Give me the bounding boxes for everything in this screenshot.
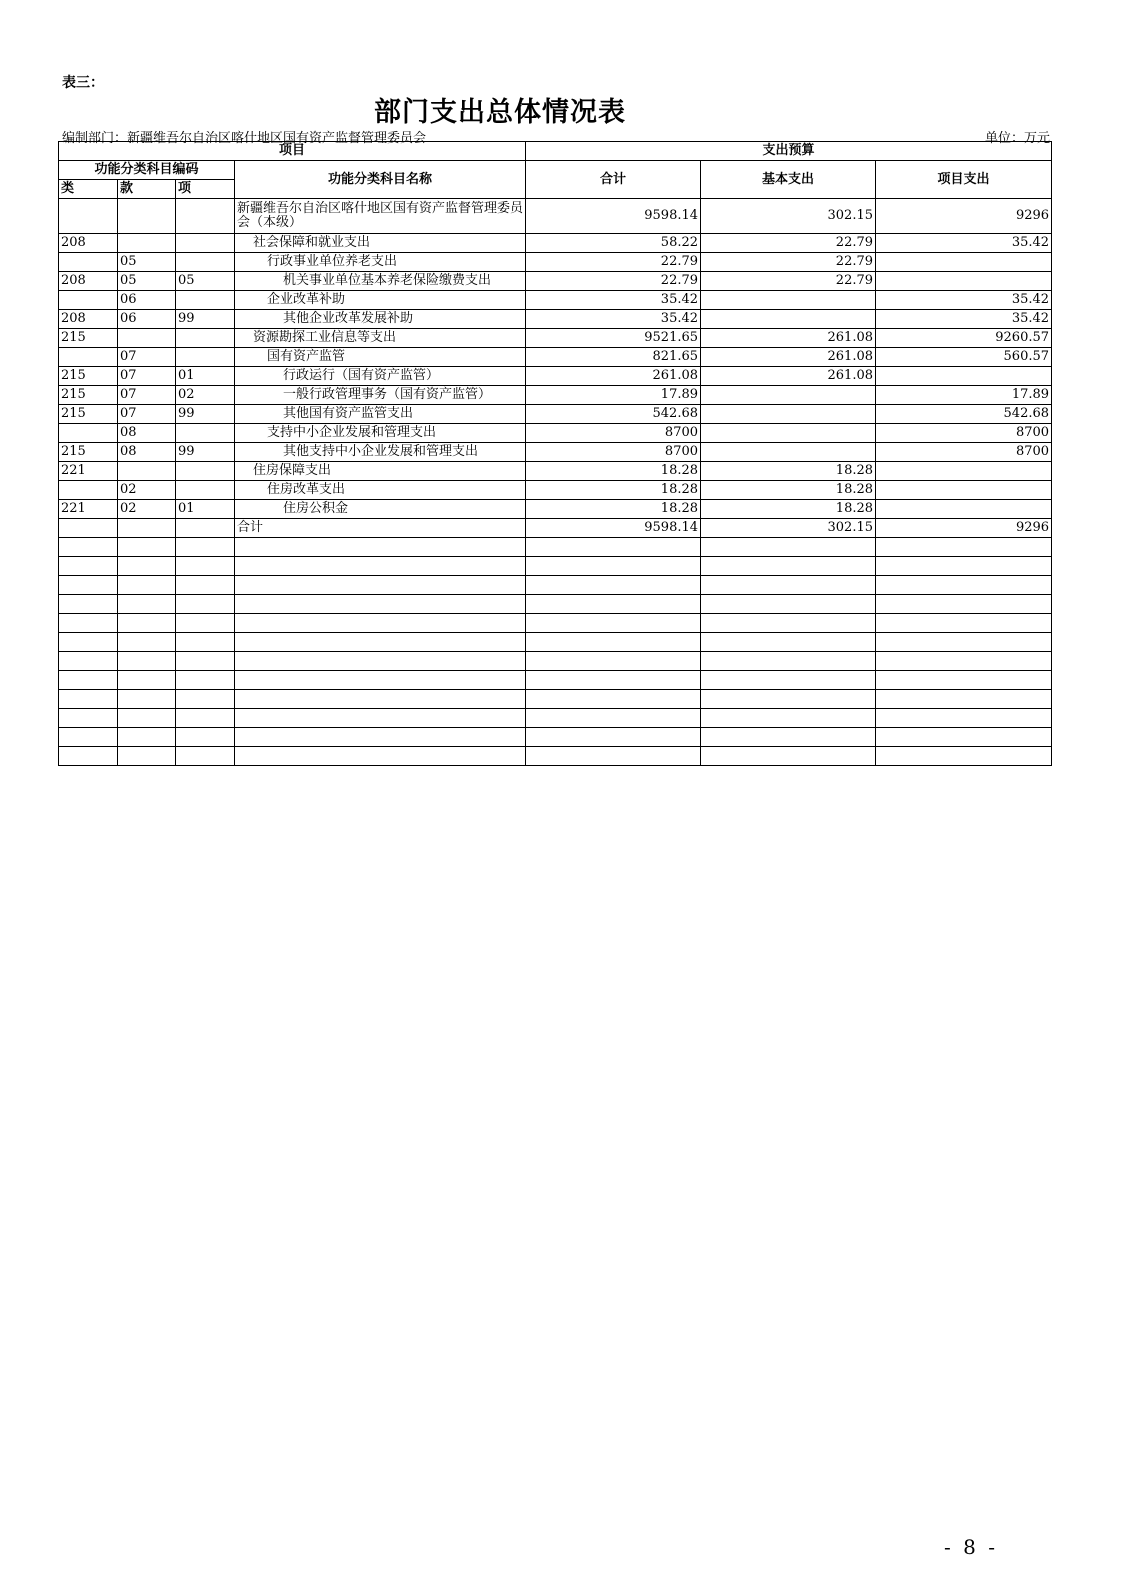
table-row <box>59 310 1052 329</box>
header-project: 项目 <box>59 142 526 161</box>
total-cell: 22.79 <box>526 253 701 272</box>
table-row <box>59 500 1052 519</box>
basic-expense-cell: 302.15 <box>701 199 876 234</box>
code-kuan-cell: 07 <box>118 386 176 405</box>
item-name-cell: 支持中小企业发展和管理支出 <box>235 424 526 443</box>
project-expense-cell: 9296 <box>876 199 1052 234</box>
empty-cell <box>176 595 235 614</box>
basic-expense-cell <box>701 310 876 329</box>
item-name-cell: 社会保障和就业支出 <box>235 234 526 253</box>
table-row <box>59 272 1052 291</box>
code-lei-cell: 208 <box>59 234 118 253</box>
empty-cell <box>526 595 701 614</box>
empty-row <box>59 614 1052 633</box>
code-xiang-cell <box>176 462 235 481</box>
empty-cell <box>118 538 176 557</box>
basic-expense-cell: 18.28 <box>701 462 876 481</box>
empty-cell <box>59 595 118 614</box>
project-expense-cell: 9260.57 <box>876 329 1052 348</box>
total-cell: 821.65 <box>526 348 701 367</box>
empty-cell <box>176 614 235 633</box>
empty-cell <box>59 614 118 633</box>
empty-cell <box>118 671 176 690</box>
project-expense-cell: 8700 <box>876 424 1052 443</box>
code-xiang-cell <box>176 481 235 500</box>
empty-row <box>59 728 1052 747</box>
empty-cell <box>701 633 876 652</box>
item-name-cell: 行政运行（国有资产监管） <box>235 367 526 386</box>
header-code-group: 功能分类科目编码 <box>59 161 235 180</box>
code-xiang-cell <box>176 234 235 253</box>
empty-cell <box>701 747 876 766</box>
header-budget: 支出预算 <box>526 142 1052 161</box>
table-row <box>59 386 1052 405</box>
empty-cell <box>526 728 701 747</box>
code-lei-cell <box>59 253 118 272</box>
empty-cell <box>59 652 118 671</box>
page-number: - 8 - <box>944 1535 998 1559</box>
empty-row <box>59 747 1052 766</box>
table-row <box>59 199 1052 234</box>
code-kuan-cell <box>118 519 176 538</box>
table-row <box>59 443 1052 462</box>
empty-row <box>59 652 1052 671</box>
total-cell: 35.42 <box>526 310 701 329</box>
code-kuan-cell <box>118 329 176 348</box>
empty-cell <box>235 671 526 690</box>
empty-cell <box>876 709 1052 728</box>
code-kuan-cell <box>118 199 176 234</box>
project-expense-cell: 9296 <box>876 519 1052 538</box>
basic-expense-cell: 261.08 <box>701 348 876 367</box>
header-row-1 <box>59 142 1052 161</box>
expenditure-table <box>58 141 1052 766</box>
empty-cell <box>235 557 526 576</box>
code-lei-cell: 215 <box>59 443 118 462</box>
empty-cell <box>876 614 1052 633</box>
empty-cell <box>701 538 876 557</box>
compiling-department: 编制部门：新疆维吾尔自治区喀什地区国有资产监督管理委员会 <box>62 131 427 146</box>
code-xiang-cell <box>176 199 235 234</box>
code-lei-cell: 215 <box>59 329 118 348</box>
empty-cell <box>235 576 526 595</box>
empty-cell <box>235 728 526 747</box>
empty-cell <box>526 538 701 557</box>
code-xiang-cell: 02 <box>176 386 235 405</box>
empty-cell <box>118 614 176 633</box>
code-xiang-cell <box>176 291 235 310</box>
table-row <box>59 291 1052 310</box>
empty-cell <box>176 538 235 557</box>
empty-cell <box>176 652 235 671</box>
empty-cell <box>526 652 701 671</box>
total-cell: 8700 <box>526 424 701 443</box>
total-cell: 22.79 <box>526 272 701 291</box>
empty-cell <box>176 557 235 576</box>
empty-row <box>59 557 1052 576</box>
code-kuan-cell: 07 <box>118 348 176 367</box>
empty-cell <box>118 709 176 728</box>
empty-row <box>59 576 1052 595</box>
empty-cell <box>876 747 1052 766</box>
code-lei-cell: 215 <box>59 367 118 386</box>
code-xiang-cell <box>176 253 235 272</box>
total-cell: 9598.14 <box>526 199 701 234</box>
code-xiang-cell <box>176 519 235 538</box>
code-kuan-cell: 05 <box>118 272 176 291</box>
table-row <box>59 329 1052 348</box>
empty-cell <box>118 633 176 652</box>
empty-cell <box>235 595 526 614</box>
total-cell: 35.42 <box>526 291 701 310</box>
code-xiang-cell <box>176 329 235 348</box>
table-row <box>59 519 1052 538</box>
code-lei-cell: 221 <box>59 462 118 481</box>
code-xiang-cell: 99 <box>176 310 235 329</box>
code-xiang-cell: 99 <box>176 443 235 462</box>
total-cell: 18.28 <box>526 462 701 481</box>
code-kuan-cell: 08 <box>118 443 176 462</box>
empty-cell <box>118 595 176 614</box>
header-kuan: 款 <box>118 180 176 199</box>
project-expense-cell: 560.57 <box>876 348 1052 367</box>
item-name-cell: 新疆维吾尔自治区喀什地区国有资产监督管理委员会（本级） <box>235 199 526 234</box>
header-basic: 基本支出 <box>701 161 876 199</box>
basic-expense-cell <box>701 405 876 424</box>
empty-cell <box>59 633 118 652</box>
item-name-cell: 其他国有资产监管支出 <box>235 405 526 424</box>
empty-cell <box>176 728 235 747</box>
empty-cell <box>876 633 1052 652</box>
empty-cell <box>59 709 118 728</box>
empty-row <box>59 538 1052 557</box>
empty-cell <box>876 652 1052 671</box>
empty-cell <box>701 595 876 614</box>
code-lei-cell: 215 <box>59 405 118 424</box>
project-expense-cell <box>876 462 1052 481</box>
code-xiang-cell <box>176 348 235 367</box>
basic-expense-cell <box>701 291 876 310</box>
empty-cell <box>876 576 1052 595</box>
item-name-cell: 一般行政管理事务（国有资产监管） <box>235 386 526 405</box>
item-name-cell: 其他支持中小企业发展和管理支出 <box>235 443 526 462</box>
header-total: 合计 <box>526 161 701 199</box>
empty-cell <box>876 538 1052 557</box>
code-kuan-cell: 06 <box>118 291 176 310</box>
table-row <box>59 481 1052 500</box>
basic-expense-cell: 302.15 <box>701 519 876 538</box>
total-cell: 17.89 <box>526 386 701 405</box>
total-cell: 9598.14 <box>526 519 701 538</box>
basic-expense-cell: 22.79 <box>701 234 876 253</box>
empty-cell <box>235 614 526 633</box>
empty-cell <box>701 557 876 576</box>
total-cell: 261.08 <box>526 367 701 386</box>
empty-cell <box>701 690 876 709</box>
project-expense-cell: 35.42 <box>876 291 1052 310</box>
header-xiang: 项 <box>176 180 235 199</box>
empty-cell <box>176 671 235 690</box>
item-name-cell: 合计 <box>235 519 526 538</box>
project-expense-cell <box>876 500 1052 519</box>
item-name-cell: 国有资产监管 <box>235 348 526 367</box>
empty-cell <box>526 690 701 709</box>
empty-cell <box>701 614 876 633</box>
empty-row <box>59 595 1052 614</box>
project-expense-cell <box>876 253 1052 272</box>
empty-cell <box>235 633 526 652</box>
code-lei-cell: 221 <box>59 500 118 519</box>
code-kuan-cell: 07 <box>118 405 176 424</box>
header-name: 功能分类科目名称 <box>235 161 526 199</box>
code-xiang-cell <box>176 424 235 443</box>
basic-expense-cell <box>701 386 876 405</box>
total-cell: 8700 <box>526 443 701 462</box>
code-lei-cell: 208 <box>59 272 118 291</box>
empty-cell <box>701 709 876 728</box>
empty-cell <box>176 633 235 652</box>
basic-expense-cell: 18.28 <box>701 500 876 519</box>
code-lei-cell <box>59 424 118 443</box>
code-lei-cell <box>59 291 118 310</box>
item-name-cell: 住房改革支出 <box>235 481 526 500</box>
empty-cell <box>526 557 701 576</box>
empty-cell <box>526 747 701 766</box>
header-lei: 类 <box>59 180 118 199</box>
empty-row <box>59 671 1052 690</box>
header-project-expense: 项目支出 <box>876 161 1052 199</box>
empty-cell <box>176 709 235 728</box>
empty-cell <box>59 690 118 709</box>
empty-cell <box>59 747 118 766</box>
project-expense-cell <box>876 272 1052 291</box>
empty-row <box>59 633 1052 652</box>
project-expense-cell: 35.42 <box>876 234 1052 253</box>
empty-cell <box>701 671 876 690</box>
basic-expense-cell <box>701 443 876 462</box>
header-row-2 <box>59 161 1052 180</box>
project-expense-cell: 542.68 <box>876 405 1052 424</box>
basic-expense-cell: 18.28 <box>701 481 876 500</box>
empty-cell <box>59 671 118 690</box>
code-kuan-cell: 07 <box>118 367 176 386</box>
table-row <box>59 462 1052 481</box>
code-lei-cell <box>59 481 118 500</box>
empty-cell <box>118 747 176 766</box>
code-xiang-cell: 05 <box>176 272 235 291</box>
project-expense-cell <box>876 481 1052 500</box>
code-kuan-cell: 06 <box>118 310 176 329</box>
empty-cell <box>526 576 701 595</box>
code-xiang-cell: 99 <box>176 405 235 424</box>
item-name-cell: 其他企业改革发展补助 <box>235 310 526 329</box>
empty-cell <box>876 671 1052 690</box>
empty-cell <box>118 690 176 709</box>
code-kuan-cell: 02 <box>118 481 176 500</box>
table-row <box>59 367 1052 386</box>
empty-cell <box>118 728 176 747</box>
project-expense-cell <box>876 367 1052 386</box>
empty-row <box>59 690 1052 709</box>
empty-cell <box>526 614 701 633</box>
page-title: 部门支出总体情况表 <box>374 97 626 128</box>
code-kuan-cell <box>118 234 176 253</box>
empty-cell <box>876 690 1052 709</box>
empty-cell <box>701 576 876 595</box>
table-row <box>59 405 1052 424</box>
basic-expense-cell: 22.79 <box>701 253 876 272</box>
empty-cell <box>118 576 176 595</box>
empty-cell <box>876 728 1052 747</box>
code-kuan-cell <box>118 462 176 481</box>
item-name-cell: 机关事业单位基本养老保险缴费支出 <box>235 272 526 291</box>
table-row <box>59 234 1052 253</box>
basic-expense-cell <box>701 424 876 443</box>
code-lei-cell: 215 <box>59 386 118 405</box>
item-name-cell: 住房保障支出 <box>235 462 526 481</box>
project-expense-cell: 35.42 <box>876 310 1052 329</box>
table-label: 表三： <box>62 75 104 91</box>
empty-cell <box>59 557 118 576</box>
total-cell: 58.22 <box>526 234 701 253</box>
empty-cell <box>235 652 526 671</box>
item-name-cell: 资源勘探工业信息等支出 <box>235 329 526 348</box>
empty-cell <box>701 652 876 671</box>
code-lei-cell <box>59 348 118 367</box>
empty-cell <box>118 557 176 576</box>
table-row <box>59 348 1052 367</box>
code-lei-cell <box>59 519 118 538</box>
empty-cell <box>876 595 1052 614</box>
project-expense-cell: 17.89 <box>876 386 1052 405</box>
empty-cell <box>59 728 118 747</box>
basic-expense-cell: 22.79 <box>701 272 876 291</box>
empty-cell <box>118 652 176 671</box>
empty-cell <box>876 557 1052 576</box>
code-xiang-cell: 01 <box>176 500 235 519</box>
empty-cell <box>526 709 701 728</box>
unit-label: 单位：万元 <box>984 131 1050 146</box>
empty-row <box>59 709 1052 728</box>
project-expense-cell: 8700 <box>876 443 1052 462</box>
code-kuan-cell: 05 <box>118 253 176 272</box>
empty-cell <box>59 576 118 595</box>
empty-cell <box>235 538 526 557</box>
code-lei-cell <box>59 199 118 234</box>
empty-cell <box>526 633 701 652</box>
item-name-cell: 企业改革补助 <box>235 291 526 310</box>
empty-cell <box>701 728 876 747</box>
empty-cell <box>176 747 235 766</box>
empty-cell <box>176 690 235 709</box>
total-cell: 18.28 <box>526 481 701 500</box>
empty-cell <box>526 671 701 690</box>
code-lei-cell: 208 <box>59 310 118 329</box>
table-row <box>59 424 1052 443</box>
item-name-cell: 行政事业单位养老支出 <box>235 253 526 272</box>
basic-expense-cell: 261.08 <box>701 367 876 386</box>
total-cell: 542.68 <box>526 405 701 424</box>
empty-cell <box>59 538 118 557</box>
total-cell: 9521.65 <box>526 329 701 348</box>
item-name-cell: 住房公积金 <box>235 500 526 519</box>
empty-cell <box>235 690 526 709</box>
table-row <box>59 253 1052 272</box>
code-kuan-cell: 02 <box>118 500 176 519</box>
code-xiang-cell: 01 <box>176 367 235 386</box>
empty-cell <box>235 747 526 766</box>
empty-cell <box>176 576 235 595</box>
code-kuan-cell: 08 <box>118 424 176 443</box>
basic-expense-cell: 261.08 <box>701 329 876 348</box>
empty-cell <box>235 709 526 728</box>
total-cell: 18.28 <box>526 500 701 519</box>
